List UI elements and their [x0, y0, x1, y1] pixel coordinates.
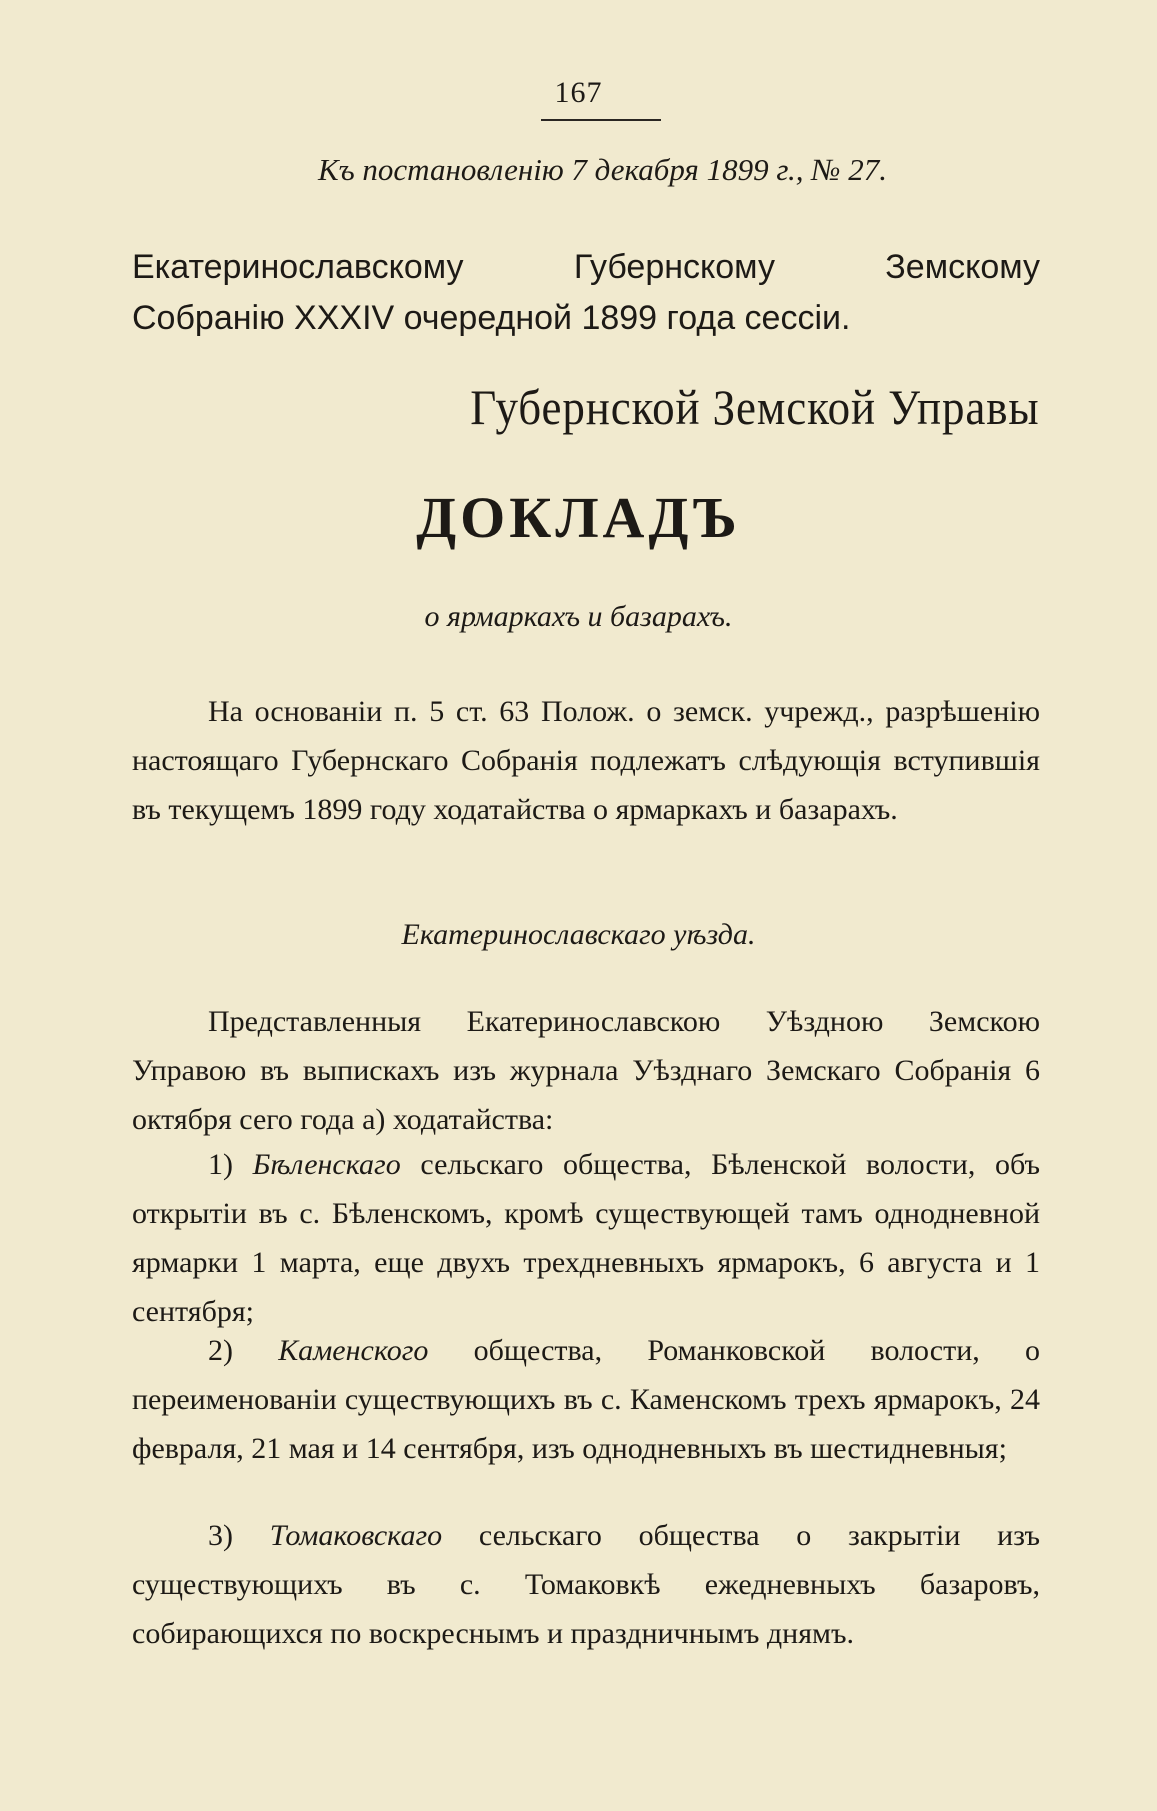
intro-paragraph-text: На основаніи п. 5 ст. 63 Полож. о земск. учрежд., разрѣшенію настоящаго Губернскаго Собранія подлежатъ слѣдующія вступившія въ текущемъ 1899 году ходатайства о ярмаркахъ и базарахъ.	[132, 695, 1040, 826]
addressee-block	[132, 242, 1040, 344]
petition-text: общества, Романковской волости, о переименованіи существующихъ въ с. Каменскомъ трехъ ярмарокъ, 24 февраля, 21 мая и 14 сентября, изъ однодневныхъ въ шестидневныя;	[132, 1334, 1041, 1465]
document-subject: о ярмаркахъ и базарахъ.	[424, 600, 733, 633]
petition-item	[132, 1140, 1040, 1336]
addressee-line-1: Екатеринославскому Губернскому Земскому	[132, 248, 1040, 286]
section-heading: Екатеринославскаго уѣзда.	[401, 918, 756, 951]
document-title: ДОКЛАДЪ	[416, 485, 741, 550]
petition-number: 1)	[208, 1148, 233, 1181]
section-intro-paragraph	[132, 997, 1040, 1144]
petition-number: 3)	[208, 1519, 233, 1552]
page-number-rule	[541, 119, 661, 121]
resolution-reference: Къ постановленію 7 декабря 1899 г., № 27.	[318, 152, 887, 187]
intro-paragraph	[132, 687, 1040, 834]
authority-heading: Губернской Земской Управы	[470, 379, 1040, 435]
petition-text: сельскаго общества, Бѣленской волости, объ открытіи въ с. Бѣленскомъ, кромѣ существующей тамъ однодневной ярмарки 1 марта, еще двухъ трехдневныхъ ярмарокъ, 6 августа и 1 сентября;	[132, 1148, 1041, 1328]
petition-number: 2)	[208, 1334, 233, 1367]
petition-community-name: Томаковскаго	[269, 1519, 443, 1552]
petition-item	[132, 1326, 1040, 1473]
petition-text: сельскаго общества о закрытіи изъ существующихъ въ с. Томаковкѣ ежедневныхъ базаровъ, собирающихся по воскреснымъ и праздничнымъ днямъ.	[132, 1519, 1041, 1650]
addressee-line-2: Собранію XXXIV очередной 1899 года сессіи.	[132, 299, 851, 337]
petition-community-name: Бѣленскаго	[252, 1148, 401, 1181]
section-intro-text: Представленныя Екатеринославскою Уѣздною Земскою Управою въ выпискахъ изъ журнала Уѣзднаго Земскаго Собранія 6 октября сего года а) ходатайства:	[132, 1005, 1040, 1136]
petition-item	[132, 1511, 1040, 1658]
petition-community-name: Каменского	[278, 1334, 429, 1367]
page-number: 167	[554, 76, 603, 109]
